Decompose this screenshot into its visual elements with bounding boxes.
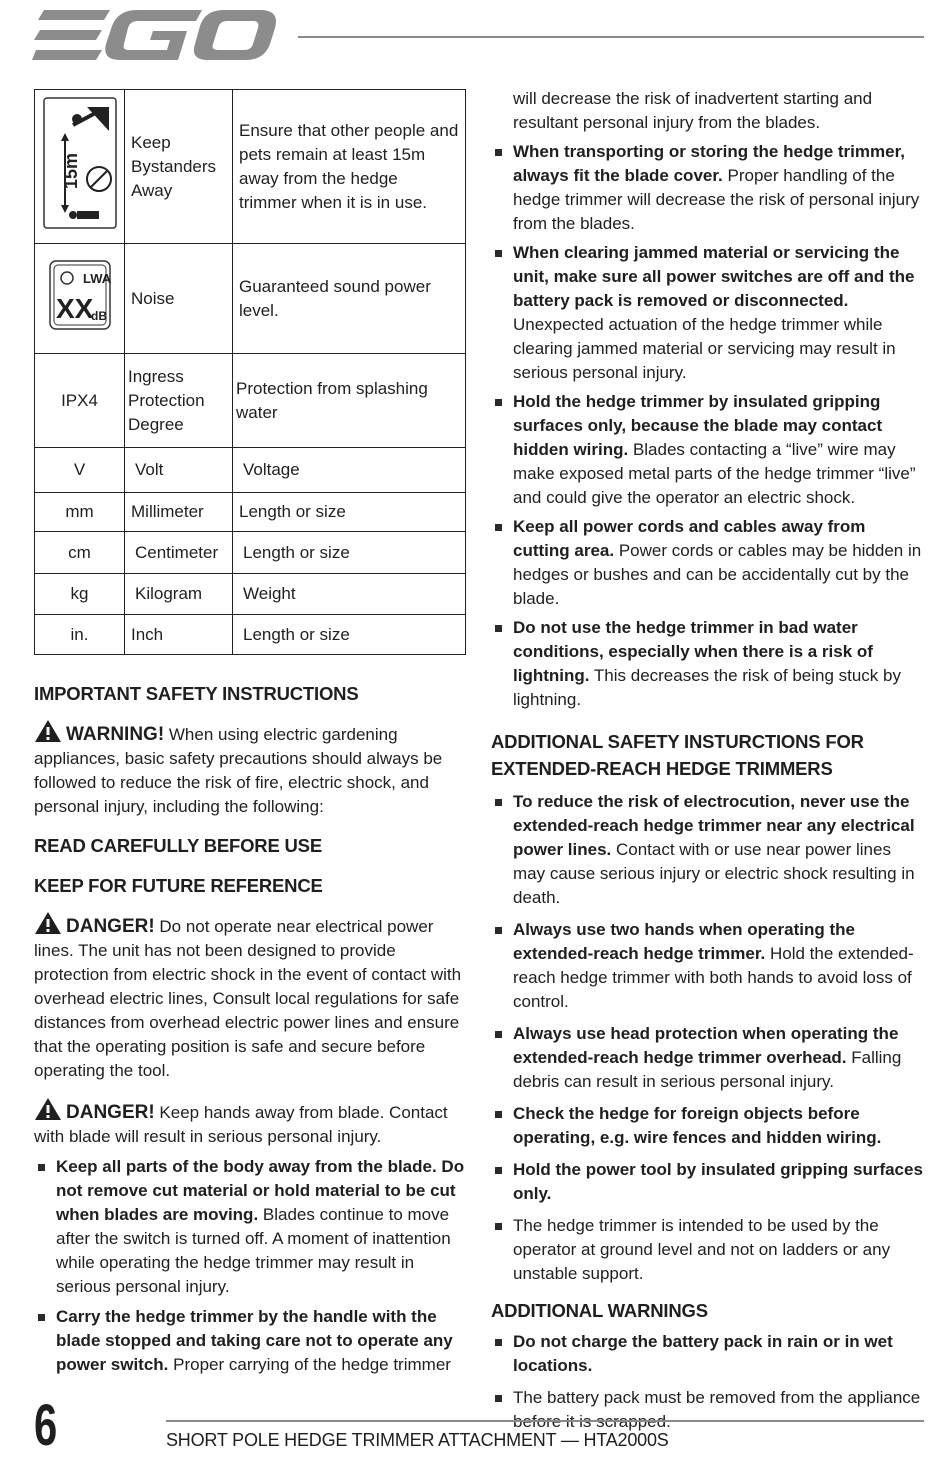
symbol-description: Length or size	[233, 615, 466, 655]
list-item: When transporting or storing the hedge trimmer, always fit the blade cover. Proper handling of the hedge trimmer will decrease the risk of personal injury from the blades.	[491, 140, 923, 236]
warnings-bullet-list	[491, 1330, 923, 1434]
ego-logo	[32, 8, 277, 64]
ego-logo-mark	[32, 8, 277, 64]
list-item: Hold the hedge trimmer by insulated gripping surfaces only, because the blade may contact hidden wiring. Blades contacting a “live” wire may make exposed metal parts of the hedge trimmer “live” and could give the operator an electric shock.	[491, 390, 923, 510]
left-bullet-list	[34, 1155, 466, 1377]
symbol-description: Voltage	[233, 448, 466, 493]
symbol-name: Volt	[125, 448, 233, 493]
list-item: Check the hedge for foreign objects before operating, e.g. wire fences and hidden wiring.	[491, 1102, 923, 1150]
symbol-description: Weight	[233, 574, 466, 615]
right-column	[491, 87, 923, 1434]
list-item: Hold the power tool by insulated gripping surfaces only.	[491, 1158, 923, 1206]
table-row	[35, 574, 466, 615]
important-heading: IMPORTANT SAFETY INSTRUCTIONS	[34, 683, 359, 704]
symbol-name: Millimeter	[125, 493, 233, 532]
table-row	[35, 493, 466, 532]
symbol-description: Guaranteed sound power level.	[233, 244, 466, 354]
list-item: Keep all power cords and cables away from cutting area. Power cords or cables may be hidden in hedges or bushes and can be accidentally cut by the blade.	[491, 515, 923, 611]
danger-label: DANGER!	[66, 1102, 155, 1123]
symbol-description: Protection from splashing water	[233, 354, 466, 448]
table-row	[35, 90, 466, 244]
warning-label: WARNING!	[66, 724, 165, 745]
danger-paragraph-2	[34, 1097, 466, 1149]
keep-heading: KEEP FOR FUTURE REFERENCE	[34, 875, 323, 896]
symbol-table	[34, 89, 466, 655]
svg-text:15m: 15m	[60, 152, 81, 189]
symbol-cell: cm	[35, 532, 125, 574]
table-row	[35, 448, 466, 493]
page-number: 6	[34, 1393, 58, 1458]
additional-heading: ADDITIONAL SAFETY INSTURCTIONS FOR EXTENDED-REACH HEDGE TRIMMERS	[491, 731, 864, 779]
list-item: To reduce the risk of electrocution, never use the extended-reach hedge trimmer near any electrical power lines. Contact with or use near power lines may cause serious injury or electric shock resulting in death.	[491, 790, 923, 910]
warning-text: When using electric gardening appliances, basic safety precautions should always be followed to reduce the risk of fire, electric shock, and personal injury, including the following:	[34, 725, 443, 816]
keep-bystanders-away-icon	[43, 97, 117, 236]
symbol-cell	[35, 90, 125, 244]
header-rule	[298, 36, 924, 38]
list-item: The battery pack must be removed from the appliance	[491, 1386, 923, 1434]
symbol-name: Inch	[125, 615, 233, 655]
list-item: Do not charge the battery pack in rain or in wet locations.	[491, 1330, 923, 1378]
symbol-name: Kilogram	[125, 574, 233, 615]
symbol-cell: IPX4	[35, 354, 125, 448]
db-label: dB	[90, 309, 107, 323]
symbol-name: Noise	[125, 244, 233, 354]
symbol-description: Ensure that other people and pets remain at least 15m away from the hedge trimmer when it is in use.	[233, 90, 466, 244]
table-row	[35, 615, 466, 655]
list-item: Carry the hedge trimmer by the handle with the blade stopped and taking care not to operate any power switch. Proper carrying of the hedge trimmer	[34, 1305, 466, 1377]
warning-paragraph	[34, 719, 466, 819]
read-heading: READ CAREFULLY BEFORE USE	[34, 835, 322, 856]
symbol-cell: in.	[35, 615, 125, 655]
xx-label: XX	[55, 293, 93, 324]
symbol-name: Centimeter	[125, 532, 233, 574]
footer-title: SHORT POLE HEDGE TRIMMER ATTACHMENT — HTA2000S	[166, 1430, 669, 1450]
list-item: Do not use the hedge trimmer in bad water conditions, especially when there is a risk of lightning. This decreases the risk of being stuck by lightning.	[491, 616, 923, 712]
symbol-cell	[35, 244, 125, 354]
list-item: Always use head protection when operating the extended-reach hedge trimmer overhead. Falling debris can result in serious personal injury.	[491, 1022, 923, 1094]
symbol-description: Length or size	[233, 493, 466, 532]
lwa-label: LWA	[82, 271, 111, 286]
symbol-cell: mm	[35, 493, 125, 532]
warning-triangle-icon	[34, 719, 62, 743]
danger-triangle-icon	[34, 1097, 62, 1121]
list-item: The hedge trimmer is intended to be used by the operator at ground level and not on ladders or any unstable support.	[491, 1214, 923, 1286]
danger-triangle-icon	[34, 911, 62, 935]
left-column	[34, 683, 466, 1377]
table-row	[35, 354, 466, 448]
table-row	[35, 244, 466, 354]
danger-paragraph-1	[34, 911, 466, 1083]
symbol-description: Length or size	[233, 532, 466, 574]
warnings-heading: ADDITIONAL WARNINGS	[491, 1300, 708, 1321]
table-row	[35, 532, 466, 574]
symbol-name: Keep Bystanders Away	[125, 90, 233, 244]
list-item: When clearing jammed material or servicing the unit, make sure all power switches are off and the battery pack is removed or disconnected. Unexpected actuation of the hedge trimmer while clearing jammed material or servicing may result in serious personal injury.	[491, 241, 923, 385]
danger-text: Keep hands away from blade. Contact with blade will result in serious personal injury.	[34, 1103, 448, 1146]
symbol-name: Ingress Protection Degree	[125, 354, 233, 448]
list-item: Keep all parts of the body away from the blade. Do not remove cut material or hold material to be cut when blades are moving. Blades continue to move after the switch is turned off. A moment of inattention while operating the hedge trimmer may result in serious personal injury.	[34, 1155, 466, 1299]
list-item: Always use two hands when operating the extended-reach hedge trimmer. Hold the extended-reach hedge trimmer with both hands to avoid loss of control.	[491, 918, 923, 1014]
danger-text: Do not operate near electrical power lines. The unit has not been designed to provide protection from electric shock in the event of contact with overhead electric lines, Consult local regulations for safe distances from overhead electric power lines and ensure that the operating position is safe and secure before operating the tool.	[34, 917, 462, 1080]
additional-bullet-list	[491, 790, 923, 1286]
right-bullet-list	[491, 140, 923, 712]
footer-rule	[166, 1420, 924, 1422]
symbol-cell: V	[35, 448, 125, 493]
danger-label: DANGER!	[66, 916, 155, 937]
sound-power-icon	[49, 260, 111, 337]
continued-text: will decrease the risk of inadvertent starting and resultant personal injury from the blades.	[513, 89, 873, 132]
symbol-cell: kg	[35, 574, 125, 615]
